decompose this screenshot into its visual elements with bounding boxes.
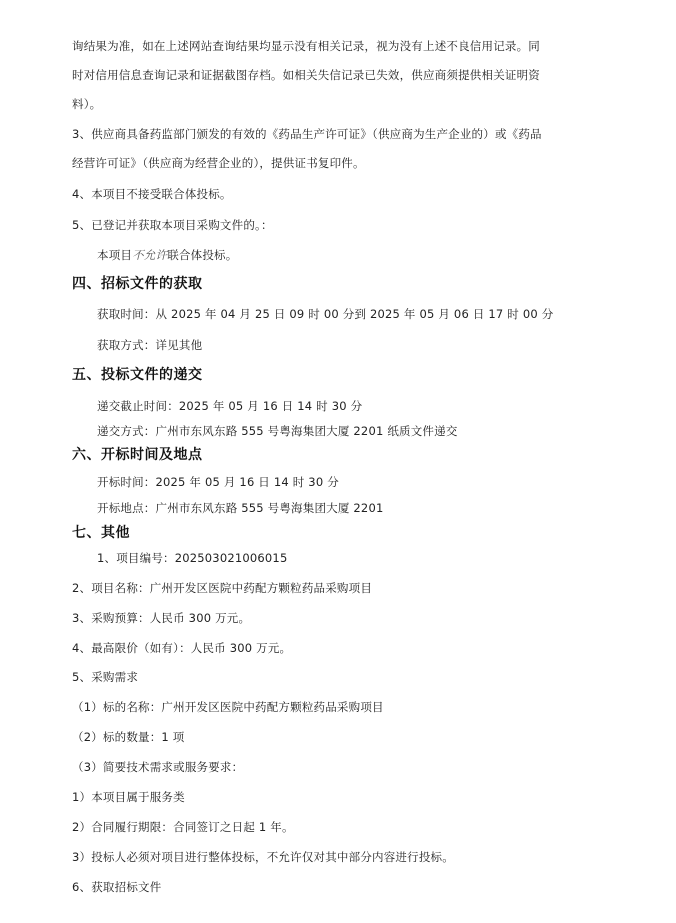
section-6-heading: 六、开标时间及地点 [72,447,203,463]
section-5-heading: 五、投标文件的递交 [72,367,203,383]
obtain-time: 获取时间：从 2025 年 04 月 25 日 09 时 00 分到 2025 年 05 月 06 日 17 时 00 分 [97,307,554,321]
requirement-subject-quantity: （2）标的数量：1 项 [72,730,185,744]
section-7-heading: 七、其他 [72,525,130,541]
requirement-technical: （3）简要技术需求或服务要求： [72,760,244,774]
section-4-heading: 四、招标文件的获取 [72,276,203,292]
other-item-budget: 3、采购预算：人民币 300 万元。 [72,611,251,625]
requirement-3-line-2: 经营许可证》（供应商为经营企业的），提供证书复印件。 [72,156,365,170]
obtain-method: 获取方式：详见其他 [97,338,203,352]
consortium-suffix: 联合体投标。 [167,248,238,262]
other-item-max-price: 4、最高限价（如有）：人民币 300 万元。 [72,641,292,655]
requirement-5: 5、已登记并获取本项目采购文件的。： [72,218,273,232]
technical-point-2: 2）合同履行期限：合同签订之日起 1 年。 [72,820,294,834]
requirement-3-line-1: 3、供应商具备药监部门颁发的有效的《药品生产许可证》（供应商为生产企业的）或《药品 [72,127,542,141]
opening-time: 开标时间：2025 年 05 月 16 日 14 时 30 分 [97,475,339,489]
other-item-requirements: 5、采购需求 [72,670,139,684]
submission-deadline: 递交截止时间：2025 年 05 月 16 日 14 时 30 分 [97,399,363,413]
credit-check-text-line-3: 料）。 [72,97,102,111]
other-item-project-number: 1、项目编号：202503021006015 [97,551,288,565]
credit-check-text-line-1: 询结果为准，如在上述网站查询结果均显示没有相关记录，视为没有上述不良信用记录。同 [72,39,540,53]
submission-method: 递交方式：广州市东风东路 555 号粤海集团大厦 2201 纸质文件递交 [97,424,458,438]
opening-place: 开标地点：广州市东风东路 555 号粤海集团大厦 2201 [97,501,384,515]
other-item-project-name: 2、项目名称：广州开发区医院中药配方颗粒药品采购项目 [72,581,373,595]
other-item-obtain-documents: 6、获取招标文件 [72,880,162,894]
consortium-prefix: 本项目 [97,248,133,262]
requirement-4: 4、本项目不接受联合体投标。 [72,187,232,201]
technical-point-3: 3）投标人必须对项目进行整体投标，不允许仅对其中部分内容进行投标。 [72,850,454,864]
technical-point-1: 1）本项目属于服务类 [72,790,185,804]
requirement-subject-name: （1）标的名称：广州开发区医院中药配方颗粒药品采购项目 [72,700,384,714]
consortium-emphasis: 不允许 [132,248,168,262]
credit-check-text-line-2: 时对信用信息查询记录和证据截图存档。如相关失信记录已失效，供应商须提供相关证明资 [72,68,540,82]
consortium-statement [97,247,237,263]
